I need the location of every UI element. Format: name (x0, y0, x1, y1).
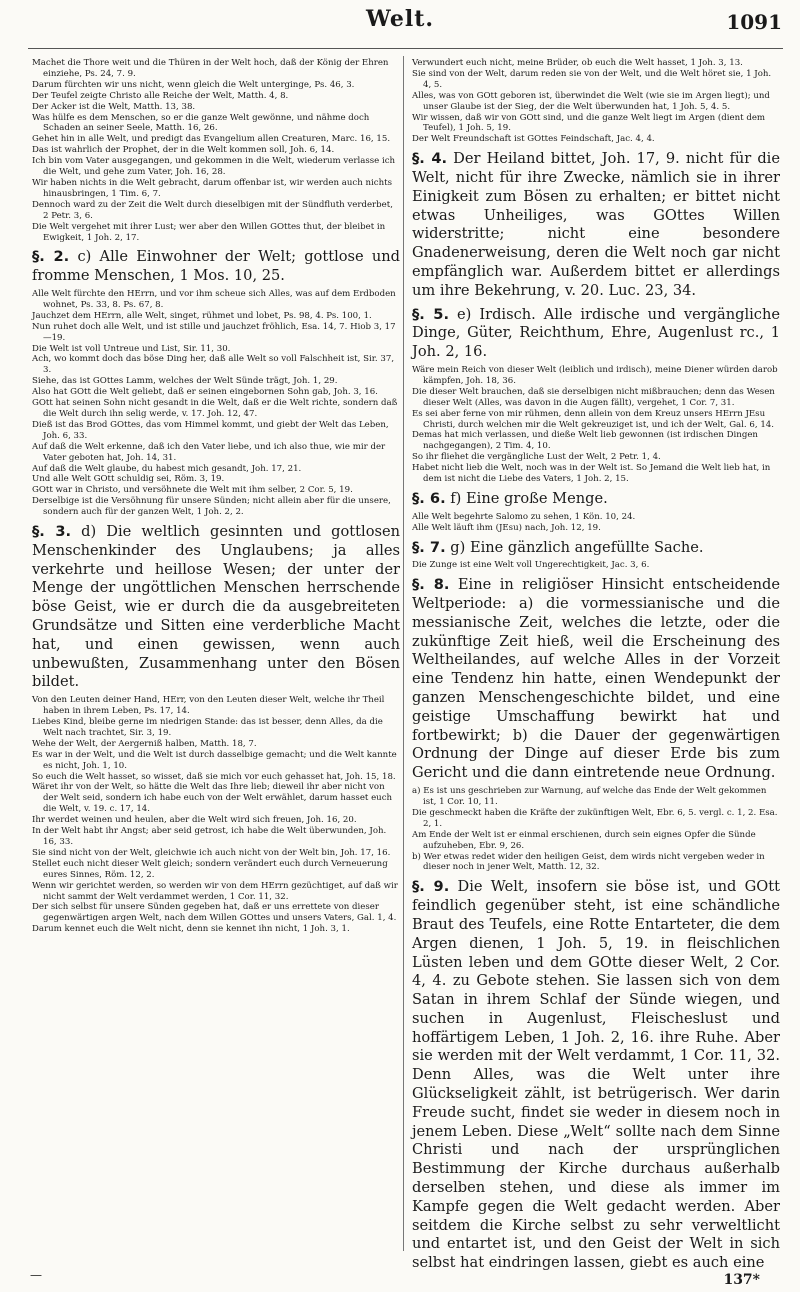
section-number: §. 2. (32, 248, 70, 266)
scripture-citation: b) Wer etwas redet wider den heiligen Geist, dem wirds nicht vergeben weder in dieser noch in jener Welt, Matth. 12, 32. (412, 851, 765, 873)
scripture-citation: Die Zunge ist eine Welt voll Ungerechtigkeit, Jac. 3, 6. (412, 560, 650, 571)
scripture-citation: a) Es ist uns geschrieben zur Warnung, auf welche das Ende der Welt gekommen ist, 1 Cor. 10, 11. (412, 786, 767, 807)
scripture-citation: Alle Welt läuft ihm (JEsu) nach, Joh. 12, 19. (412, 522, 601, 533)
section-text: e) Irdisch. Alle irdische und vergängliche Dinge, Güter, Reichthum, Ehre, Augenlust rc., 1 Joh. 2, 16. (412, 305, 781, 361)
scripture-citation: Liebes Kind, bleibe gerne im niedrigen Stande: das ist besser, denn Alles, da die Welt nach trachtet, Sir. 3, 19. (32, 717, 383, 738)
scripture-citation: Ich bin vom Vater ausgegangen, und gekommen in die Welt, wiederum verlasse ich die Welt, und gehe zum Vater, Joh. 16, 28. (32, 156, 396, 178)
scripture-citation: Habet nicht lieb die Welt, noch was in der Welt ist. So Jemand die Welt lieb hat, in dem ist nicht die Liebe des Vaters, 1 Joh. 2, 15. (412, 463, 771, 485)
scripture-citation: Sie sind nicht von der Welt, gleichwie ich auch nicht von der Welt bin, Joh. 17, 16. (32, 847, 391, 858)
scripture-citation: Und alle Welt GOtt schuldig sei, Röm. 3, 19. (32, 474, 225, 485)
scripture-citation: Verwundert euch nicht, meine Brüder, ob euch die Welt hasset, 1 Joh. 3, 13. (412, 58, 743, 68)
scripture-citation: Wir haben nichts in die Welt gebracht, darum offenbar ist, wir werden auch nichts hinausbringen, 1 Tim. 6, 7. (32, 177, 392, 199)
scripture-citation: Siehe, das ist GOttes Lamm, welches der Welt Sünde trägt, Joh. 1, 29. (32, 376, 338, 387)
scripture-citation: GOtt hat seinen Sohn nicht gesandt in die Welt, daß er die Welt richte, sondern daß die Welt durch ihn selig werde, v. 17. Joh. 12, 47. (32, 398, 398, 419)
scripture-citation: Wäret ihr von der Welt, so hätte die Welt das Ihre lieb; dieweil ihr aber nicht von der Welt seid, sondern ich habe euch von der Welt erwählet, darum hasset euch die Welt, v. 19. c. 17, 14. (32, 782, 393, 815)
scripture-citation: Es war in der Welt, und die Welt ist durch dasselbige gemacht; und die Welt kannte es nicht, Joh. 1, 10. (32, 749, 397, 771)
scripture-citation: Dieß ist das Brod GOttes, das vom Himmel kommt, und giebt der Welt das Leben, Joh. 6, 33. (32, 419, 389, 441)
section-number: §. 3. (32, 523, 72, 541)
section-paragraph (412, 150, 780, 300)
section-text: Der Heiland bittet, Joh. 17, 9. nicht für die Welt, nicht für ihre Zwecke, nämlich sie in ihrer Einigkeit zum Bösen zu erhalten; er bittet nicht etwas Unheiliges, was GOttes Willen widerstritte; nicht eine besondere Gnadenerweisung, deren die Welt noch gar nicht empfänglich war. Außerdem bittet er allerdings um ihre Bekehrung, v. 20. Luc. 23, 34. (412, 150, 780, 299)
section-paragraph (32, 248, 400, 286)
scripture-citation: Der Acker ist die Welt, Matth. 13, 38. (32, 101, 196, 112)
left-column (32, 58, 400, 935)
section-text: f) Eine große Menge. (450, 489, 608, 507)
section-number: §. 9. (412, 878, 450, 896)
section-paragraph (412, 878, 780, 1273)
scripture-citation: Alle Welt fürchte den HErrn, und vor ihm scheue sich Alles, was auf dem Erdboden wohnet, Ps. 33, 8. Ps. 67, 8. (32, 289, 396, 310)
page-title: Welt. (365, 6, 435, 32)
section-text: Die Welt, insofern sie böse ist, und GOtt feindlich gegenüber steht, ist eine schändliche Braut des Teufels, eine Rotte Entarteter, die dem Argen dienen, 1 Joh. 5, 19. in fleischlichen Lüsten leben und dem GOtte dieser Welt, 2 Cor. 4, 4. zu Gebote stehen. Sie lassen sich von dem Satan in ihrem Schlaf der Sünde wiegen, und suchen in Augenlust, Fleischeslust und hoffärtigem Leben, 1 Joh. 2, 16. ihre Ruhe. Aber sie werden mit der Welt verdammt, 1 Cor. 11, 32. Denn Alles, was die Welt unter ihre Glückseligkeit zählt, ist betrügerisch. Wer darin Freude sucht, findet sie weder in diesem noch in jenem Leben. Diese „Welt“ sollte nach dem Sinne Christi und nach der ursprünglichen Bestimmung der Kirche durchaus außerhalb derselben stehen, und diese als immer im Kampfe gegen die Welt gedacht werden. Aber seitdem die Kirche selbst zu sehr verweltlicht und entartet ist, und den Geist der Welt in sich selbst hat eindringen lassen, giebt es auch eine (412, 878, 780, 1272)
scripture-citation: Stellet euch nicht dieser Welt gleich; sondern verändert euch durch Verneuerung eures Sinnes, Röm. 12, 2. (32, 858, 388, 880)
scripture-citation: So ihr fliehet die vergängliche Lust der Welt, 2 Petr. 1, 4. (412, 452, 661, 463)
scripture-citation: Wir wissen, daß wir von GOtt sind, und die ganze Welt liegt im Argen (dient dem Teufel), 1 Joh. 5, 19. (412, 112, 766, 134)
scripture-citation: Machet die Thore weit und die Thüren in der Welt hoch, daß der König der Ehren einziehe, Ps. 24, 7. 9. (32, 58, 389, 79)
section-text: g) Eine gänzlich angefüllte Sache. (450, 538, 704, 556)
scripture-citation: Alle Welt begehrte Salomo zu sehen, 1 Kön. 10, 24. (412, 511, 636, 522)
header-rule (28, 48, 783, 49)
section-number: §. 4. (412, 150, 448, 168)
scripture-citation: Der sich selbst für unsere Sünden gegeben hat, daß er uns errettete von dieser gegenwärtigen argen Welt, nach dem Willen GOttes und unsers Vaters, Gal. 1, 4. (32, 902, 397, 924)
scripture-citation: Alles, was von GOtt geboren ist, überwindet die Welt (wie sie im Argen liegt); und unser Glaube ist der Sieg, der die Welt überwunden hat, 1 Joh. 5, 4. 5. (412, 90, 770, 112)
scripture-citation: GOtt war in Christo, und versöhnete die Welt mit ihm selber, 2 Cor. 5, 19. (32, 485, 353, 496)
scripture-citation: Jauchzet dem HErrn, alle Welt, singet, rühmet und lobet, Ps. 98, 4. Ps. 100, 1. (32, 310, 372, 321)
scripture-citation: Nun ruhet doch alle Welt, und ist stille und jauchzet fröhlich, Esa. 14, 7. Hiob 3, 17—19. (32, 321, 396, 343)
column-divider (403, 56, 404, 1251)
scripture-citation: Die Welt vergehet mit ihrer Lust; wer aber den Willen GOttes thut, der bleibet in Ewigkeit, 1 Joh. 2, 17. (32, 221, 386, 243)
scripture-citation: Auf daß die Welt glaube, du habest mich gesandt, Joh. 17, 21. (32, 463, 302, 474)
scripture-citation: Von den Leuten deiner Hand, HErr, von den Leuten dieser Welt, welche ihr Theil haben in ihrem Leben, Ps. 17, 14. (32, 695, 385, 717)
section-text: d) Die weltlich gesinnten und gottlosen Menschenkinder des Unglaubens; ja alles verkehrte und heillose Wesen; der unter der Menge der ungöttlichen Menschen herrschende böse Geist, wie er durch die da ausgebreiteten Grundsätze und Sitten eine verderbliche Macht hat, und einen gewissen, wenn auch unbewußten, Zusammenhang unter den Bösen bildet. (32, 523, 401, 691)
scripture-citation: Es sei aber ferne von mir rühmen, denn allein von dem Kreuz unsers HErrn JEsu Christi, durch welchen mir die Welt gekreuziget ist, und ich der Welt, Gal. 6, 14. (412, 408, 774, 430)
footer-mark: — (30, 1268, 42, 1282)
scripture-citation: Ach, wo kommt doch das böse Ding her, daß alle Welt so voll Falschheit ist, Sir. 37, 3. (32, 354, 395, 376)
scripture-citation: Der Teufel zeigte Christo alle Reiche der Welt, Matth. 4, 8. (32, 90, 289, 101)
scripture-citation: Dennoch ward zu der Zeit die Welt durch dieselbigen mit der Sündfluth verderbet, 2 Petr. 3, 6. (32, 199, 393, 221)
section-paragraph (412, 539, 780, 558)
section-text: c) Alle Einwohner der Welt; gottlose und fromme Menschen, 1 Mos. 10, 25. (32, 248, 401, 285)
right-column (412, 58, 780, 1276)
scripture-citation: Darum fürchten wir uns nicht, wenn gleich die Welt unterginge, Ps. 46, 3. (32, 79, 355, 90)
scripture-citation: Demas hat mich verlassen, und dieße Welt lieb gewonnen (ist irdischen Dingen nachgegangen), 2 Tim. 4, 10. (412, 430, 758, 452)
scripture-citation: Gehet hin in alle Welt, und predigt das Evangelium allen Creaturen, Marc. 16, 15. (32, 134, 391, 145)
scripture-citation: Derselbige ist die Versöhnung für unsere Sünden; nicht allein aber für die unsere, sondern auch für der ganzen Welt, 1 Joh. 2, 2. (32, 496, 391, 518)
scripture-citation: Was hülfe es dem Menschen, so er die ganze Welt gewönne, und nähme doch Schaden an seiner Seele, Matth. 16, 26. (32, 112, 370, 134)
scripture-citation: Der Welt Freundschaft ist GOttes Feindschaft, Jac. 4, 4. (412, 134, 655, 145)
scripture-citation: Darum kennet euch die Welt nicht, denn sie kennet ihn nicht, 1 Joh. 3, 1. (32, 924, 350, 935)
scripture-citation: Ihr werdet weinen und heulen, aber die Welt wird sich freuen, Joh. 16, 20. (32, 815, 357, 826)
section-number: §. 7. (412, 538, 446, 556)
scripture-citation: Auf daß die Welt erkenne, daß ich den Vater liebe, und ich also thue, wie mir der Vater geboten hat, Joh. 14, 31. (32, 441, 386, 463)
scripture-citation: Die Welt ist voll Untreue und List, Sir. 11, 30. (32, 343, 231, 354)
scripture-citation: Die geschmeckt haben die Kräfte der zukünftigen Welt, Ebr. 6, 5. vergl. c. 1, 2. Esa. 2, 1. (412, 807, 778, 829)
section-paragraph (412, 576, 780, 783)
scripture-citation: Wäre mein Reich von dieser Welt (leiblich und irdisch), meine Diener würden darob kämpfen, Joh. 18, 36. (412, 365, 778, 386)
scripture-citation: Sie sind von der Welt, darum reden sie von der Welt, und die Welt höret sie, 1 Joh. 4, 5. (412, 68, 772, 90)
section-paragraph (412, 306, 780, 362)
scripture-citation: Das ist wahrlich der Prophet, der in die Welt kommen soll, Joh. 6, 14. (32, 145, 335, 156)
section-number: §. 5. (412, 305, 449, 323)
section-number: §. 8. (412, 576, 450, 594)
section-number: §. 6. (412, 489, 446, 507)
scripture-citation: Die dieser Welt brauchen, daß sie derselbigen nicht mißbrauchen; denn das Wesen dieser Welt (Alles, was davon in die Augen fällt), vergehet, 1 Cor. 7, 31. (412, 386, 775, 408)
signature-mark: 137* (723, 1272, 760, 1288)
scripture-citation: Wenn wir gerichtet werden, so werden wir von dem HErrn gezüchtiget, auf daß wir nicht sammt der Welt verdammet werden, 1 Cor. 11, 32. (32, 880, 398, 902)
scripture-citation: Am Ende der Welt ist er einmal erschienen, durch sein eignes Opfer die Sünde aufzuheben, Ebr. 9, 26. (412, 829, 756, 851)
page-number: 1091 (726, 10, 782, 34)
scripture-citation: So euch die Welt hasset, so wisset, daß sie mich vor euch gehasset hat, Joh. 15, 18. (32, 771, 396, 782)
scripture-citation: Also hat GOtt die Welt geliebt, daß er seinen eingebornen Sohn gab, Joh. 3, 16. (32, 387, 378, 398)
scripture-citation: Wehe der Welt, der Aergerniß halben, Matth. 18, 7. (32, 738, 257, 749)
scripture-citation: In der Welt habt ihr Angst; aber seid getrost, ich habe die Welt überwunden, Joh. 16, 33. (32, 826, 387, 847)
section-paragraph (32, 523, 400, 692)
section-text: Eine in religiöser Hinsicht entscheidende Weltperiode: a) die vormessianische und die messianische Zeit, welches die letzte, oder die zukünftige Zeit hieß, weil die Erscheinung des Weltheilandes, auf welche Alles in der Vorzeit eine Tendenz hin hatte, einen Wendepunkt der ganzen Menschengeschichte bildet, und eine geistige Umschaffung bewirkt hat und fortbewirkt; b) die Dauer der gegenwärtigen Ordnung der Dinge auf dieser Erde bis zum Gericht und die dann eintretende neue Ordnung. (412, 576, 780, 782)
section-paragraph (412, 490, 780, 509)
